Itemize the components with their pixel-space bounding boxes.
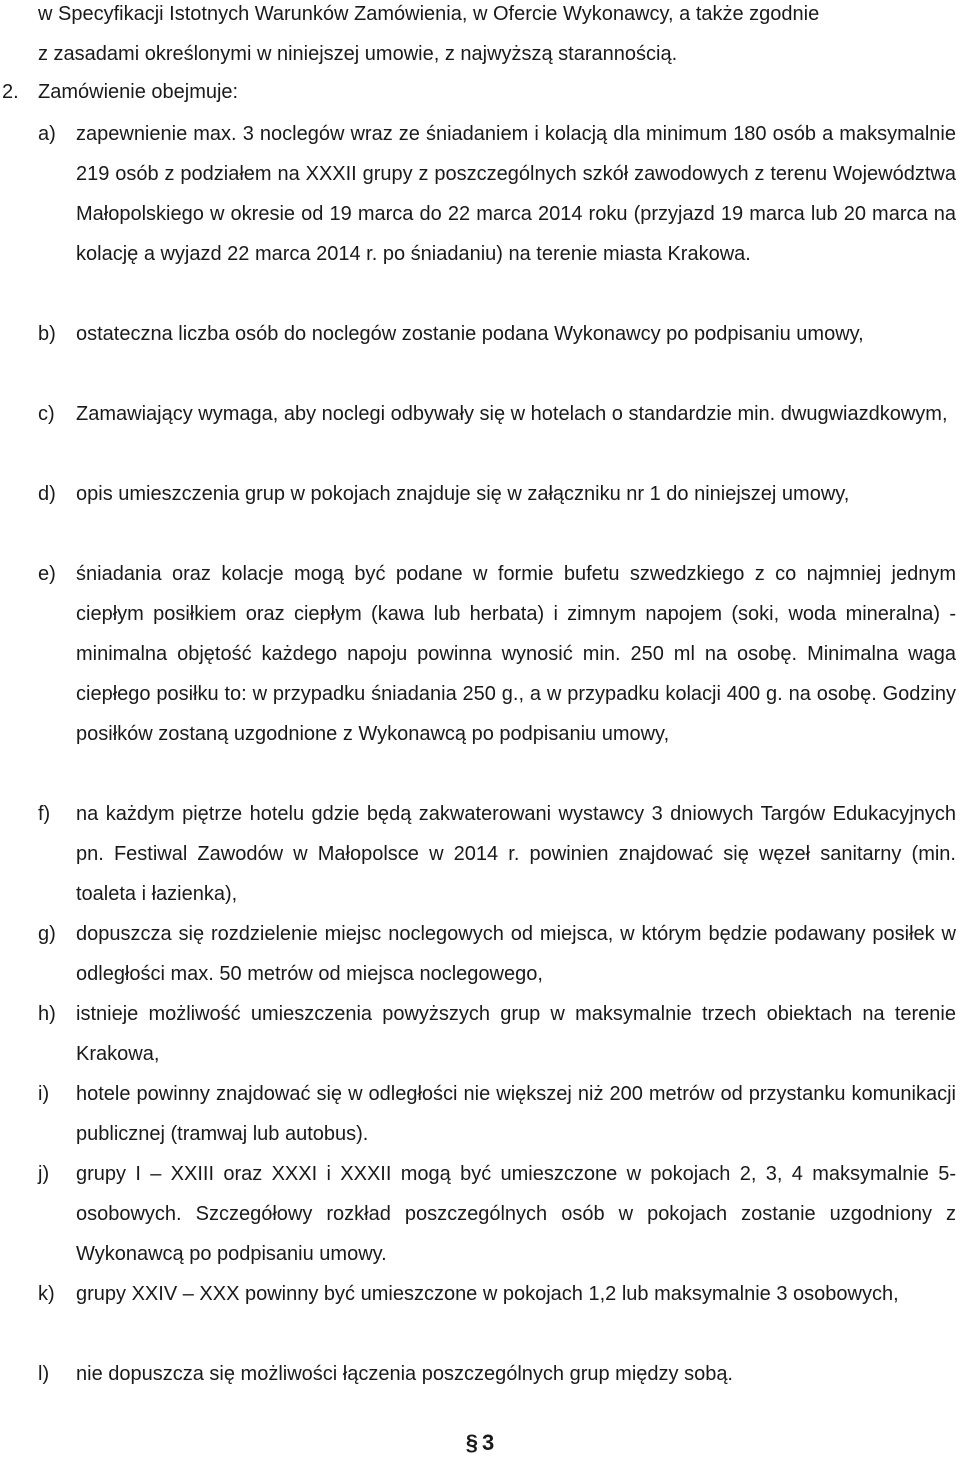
list-item-text: Zamawiający wymaga, aby noclegi odbywały się w hotelach o standardzie min. dwugwiazdkowym,	[76, 403, 948, 425]
list-item-g	[38, 914, 956, 994]
list-item-text: hotele powinny znajdować się w odległości nie większej niż 200 metrów od przystanku komunikacji publicznej (tramwaj lub autobus).	[76, 1083, 956, 1145]
page-footer	[0, 1430, 960, 1456]
list-item-text: zapewnienie max. 3 noclegów wraz ze śniadaniem i kolacją dla minimum 180 osób a maksymalnie 219 osób z podziałem na XXXII grupy z poszczególnych szkół zawodowych z terenu Województwa Małopolskiego w okresie od 19 marca do 22 marca 2014 roku (przyjazd 19 marca lub 20 marca na kolację a wyjazd 22 marca 2014 r. po śniadaniu) na terenie miasta Krakowa.	[76, 123, 956, 265]
list-item-j	[38, 1154, 956, 1274]
list-item-a	[38, 114, 956, 274]
list-item-letter: f)	[38, 803, 51, 825]
list-item-text: ostateczna liczba osób do noclegów zostanie podana Wykonawcy po podpisaniu umowy,	[76, 323, 864, 345]
list-item-b	[38, 314, 956, 354]
list-item-text: istnieje możliwość umieszczenia powyższych grup w maksymalnie trzech obiektach na terenie Krakowa,	[76, 1003, 956, 1065]
list-item-letter: g)	[38, 923, 56, 945]
list-item-e	[38, 554, 956, 754]
section-heading	[2, 72, 238, 112]
list-item-text: dopuszcza się rozdzielenie miejsc noclegowych od miejsca, w którym będzie podawany posiłek w odległości max. 50 metrów od miejsca noclegowego,	[76, 923, 956, 985]
intro-paragraph	[38, 0, 954, 74]
list-item-letter: c)	[38, 403, 55, 425]
intro-line-1: w Specyfikacji Istotnych Warunków Zamówienia, w Ofercie Wykonawcy, a także zgodnie	[38, 3, 820, 25]
intro-line-2: z zasadami określonymi w niniejszej umowie, z najwyższą starannością.	[38, 43, 678, 65]
list-item-d	[38, 474, 956, 514]
list-item-letter: h)	[38, 1003, 56, 1025]
section-number: 2.	[2, 81, 19, 103]
list-item-text: nie dopuszcza się możliwości łączenia poszczególnych grup między sobą.	[76, 1363, 733, 1385]
list-item-l	[38, 1354, 956, 1394]
list-item-text: grupy I – XXIII oraz XXXI i XXXII mogą być umieszczone w pokojach 2, 3, 4 maksymalnie 5-osobowych. Szczegółowy rozkład poszczególnych osób w pokojach zostanie uzgodniony z Wykonawcą po podpisaniu umowy.	[76, 1163, 956, 1265]
list-item-text: na każdym piętrze hotelu gdzie będą zakwaterowani wystawcy 3 dniowych Targów Edukacyjnych pn. Festiwal Zawodów w Małopolsce w 2014 r. powinien znajdować się węzeł sanitarny (min. toaleta i łazienka),	[76, 803, 956, 905]
list-item-letter: a)	[38, 123, 56, 145]
list-item-letter: d)	[38, 483, 56, 505]
list-item-letter: j)	[38, 1163, 50, 1185]
list-item-text: opis umieszczenia grup w pokojach znajduje się w załączniku nr 1 do niniejszej umowy,	[76, 483, 850, 505]
list-item-letter: k)	[38, 1283, 55, 1305]
list-item-c	[38, 394, 956, 434]
list-item-k	[38, 1274, 956, 1314]
list-item-letter: e)	[38, 563, 56, 585]
list-item-i	[38, 1074, 956, 1154]
list-item-letter: i)	[38, 1083, 50, 1105]
page-number: 3	[482, 1430, 495, 1455]
list-item-text: grupy XXIV – XXX powinny być umieszczone w pokojach 1,2 lub maksymalnie 3 osobowych,	[76, 1283, 899, 1305]
section-sign: §	[465, 1430, 478, 1455]
list-item-letter: l)	[38, 1363, 50, 1385]
section-title: Zamówienie obejmuje:	[38, 81, 239, 103]
list-item-letter: b)	[38, 323, 56, 345]
list-item-f	[38, 794, 956, 914]
list-item-h	[38, 994, 956, 1074]
list-item-text: śniadania oraz kolacje mogą być podane w formie bufetu szwedzkiego z co najmniej jednym ciepłym posiłkiem oraz ciepłym (kawa lub herbata) i zimnym napojem (soki, woda mineralna) - minimalna objętość każdego napoju powinna wynosić min. 250 ml na osobę. Minimalna waga ciepłego posiłku to: w przypadku śniadania 250 g., a w przypadku kolacji 400 g. na osobę. Godziny posiłków zostaną uzgodnione z Wykonawcą po podpisaniu umowy,	[76, 563, 956, 745]
